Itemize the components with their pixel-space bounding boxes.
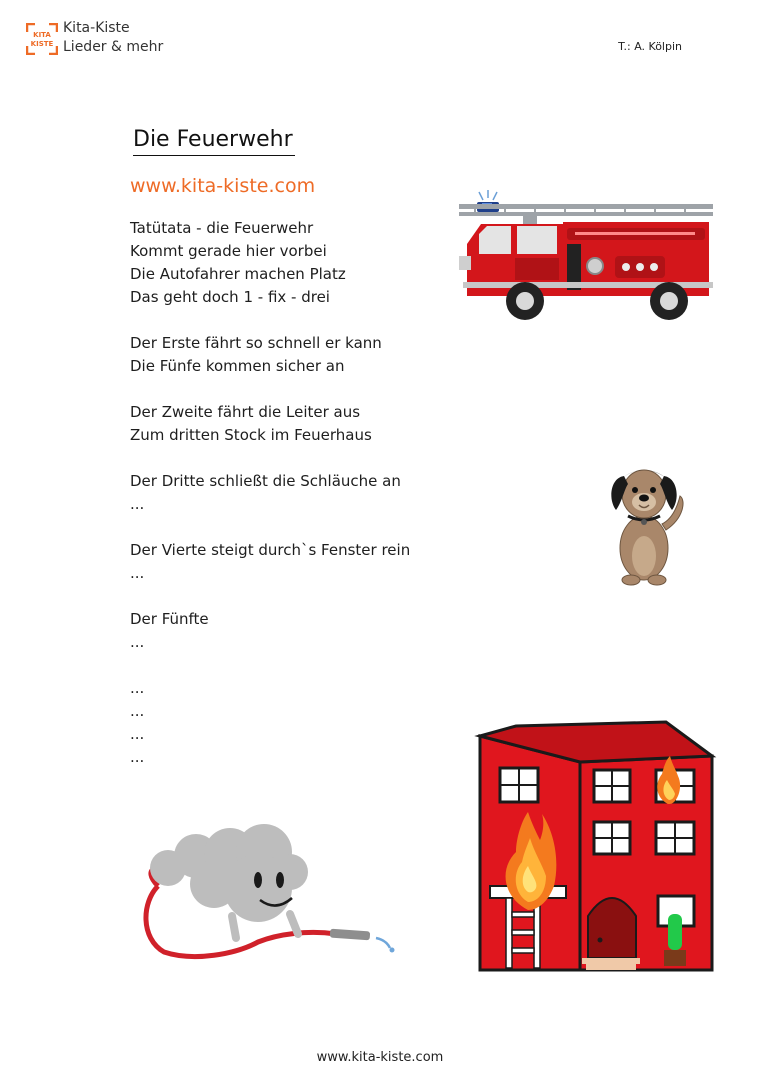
- lyric-line: Zum dritten Stock im Feuerhaus: [130, 426, 372, 444]
- footer-website[interactable]: www.kita-kiste.com: [316, 1050, 444, 1065]
- lyric-line: Die Fünfe kommen sicher an: [130, 357, 345, 375]
- lyric-line: Der Zweite fährt die Leiter aus: [130, 403, 361, 421]
- burning-house-icon: [476, 720, 718, 974]
- lyric-line: ...: [130, 564, 145, 582]
- page-title: Die Feuerwehr: [133, 127, 295, 156]
- dog-icon: [606, 460, 690, 586]
- lyric-line: Kommt gerade hier vorbei: [130, 242, 327, 260]
- lyric-line: Der Dritte schließt die Schläuche an: [130, 472, 401, 490]
- brand-line-1: Kita-Kiste: [63, 20, 130, 36]
- lyric-line: ...: [130, 633, 145, 651]
- lyric-line: Die Autofahrer machen Platz: [130, 265, 346, 283]
- author-credit: T.: A. Kölpin: [618, 40, 682, 53]
- svg-text:KISTE: KISTE: [30, 40, 54, 48]
- website-link[interactable]: www.kita-kiste.com: [130, 175, 316, 197]
- lyric-line: ...: [130, 495, 145, 513]
- svg-text:KITA: KITA: [33, 31, 51, 39]
- lyric-line: ...: [130, 679, 145, 697]
- verse: [130, 608, 410, 654]
- verse: [130, 332, 410, 378]
- lyric-line: ...: [130, 725, 145, 743]
- lyric-line: Das geht doch 1 - fix - drei: [130, 288, 330, 306]
- lyric-line: ...: [130, 702, 145, 720]
- verse: [130, 470, 410, 516]
- verse: [130, 217, 410, 309]
- lyric-line: Der Vierte steigt durch`s Fenster rein: [130, 541, 411, 559]
- song-lyrics: [130, 217, 410, 792]
- cloud-with-hose-icon: [138, 826, 400, 962]
- lyric-line: Der Erste fährt so schnell er kann: [130, 334, 382, 352]
- verse: [130, 677, 410, 769]
- kita-kiste-logo: [26, 23, 58, 55]
- verse: [130, 539, 410, 585]
- brand-name: [63, 19, 163, 57]
- brand-line-2: Lieder & mehr: [63, 39, 164, 55]
- lyric-line: Der Fünfte: [130, 610, 209, 628]
- lyric-line: Tatütata - die Feuerwehr: [130, 219, 314, 237]
- verse: [130, 401, 410, 447]
- fire-truck-icon: [455, 186, 715, 326]
- lyric-line: ...: [130, 748, 145, 766]
